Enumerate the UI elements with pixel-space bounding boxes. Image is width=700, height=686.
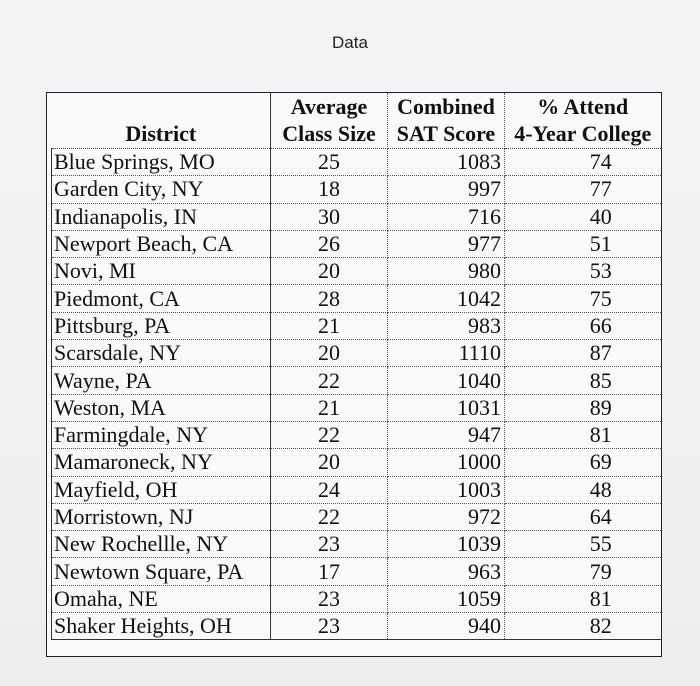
table-row [52, 613, 661, 640]
page-title: Data [332, 33, 368, 52]
table-row [52, 149, 661, 176]
cell-attend: 85 [505, 367, 661, 394]
header-attend [505, 93, 661, 149]
cell-attend: 82 [505, 613, 661, 640]
cell-attend: 55 [505, 531, 661, 558]
cell-class-size: 20 [271, 258, 388, 285]
cell-district: Shaker Heights, OH [52, 613, 271, 640]
header-district [52, 93, 271, 149]
header-sat-score [388, 93, 505, 149]
cell-class-size: 21 [271, 394, 388, 421]
cell-class-size: 28 [271, 285, 388, 312]
cell-district: Garden City, NY [52, 176, 271, 203]
table-row [52, 421, 661, 448]
cell-sat-score: 972 [388, 503, 505, 530]
cell-district: Newport Beach, CA [52, 230, 271, 257]
header-sat-line-1: Combined [397, 94, 495, 119]
cell-class-size: 22 [271, 503, 388, 530]
table-row [52, 203, 661, 230]
table-row [52, 230, 661, 257]
table-row [52, 367, 661, 394]
cell-class-size: 17 [271, 558, 388, 585]
cell-sat-score: 1003 [388, 476, 505, 503]
data-table [51, 93, 661, 640]
cell-district: Novi, MI [52, 258, 271, 285]
cell-sat-score: 716 [388, 203, 505, 230]
cell-attend: 48 [505, 476, 661, 503]
header-class-size-line-1: Average [290, 94, 368, 119]
cell-attend: 74 [505, 149, 661, 176]
cell-district: Piedmont, CA [52, 285, 271, 312]
table-row [52, 176, 661, 203]
cell-attend: 89 [505, 394, 661, 421]
cell-attend: 81 [505, 585, 661, 612]
cell-sat-score: 947 [388, 421, 505, 448]
cell-attend: 53 [505, 258, 661, 285]
cell-district: Weston, MA [52, 394, 271, 421]
cell-sat-score: 1031 [388, 394, 505, 421]
cell-class-size: 25 [271, 149, 388, 176]
cell-class-size: 24 [271, 476, 388, 503]
cell-attend: 40 [505, 203, 661, 230]
cell-attend: 75 [505, 285, 661, 312]
header-attend-line-2: 4-Year College [514, 121, 652, 146]
cell-sat-score: 980 [388, 258, 505, 285]
cell-district: Scarsdale, NY [52, 340, 271, 367]
table-row [52, 476, 661, 503]
header-district-line-1 [52, 93, 271, 120]
table-row [52, 585, 661, 612]
cell-class-size: 30 [271, 203, 388, 230]
cell-attend: 87 [505, 340, 661, 367]
cell-sat-score: 997 [388, 176, 505, 203]
cell-district: Pittsburg, PA [52, 312, 271, 339]
header-class-size [271, 93, 388, 149]
table-row [52, 394, 661, 421]
cell-sat-score: 1000 [388, 449, 505, 476]
header-sat-line-2: SAT Score [396, 121, 496, 146]
cell-sat-score: 1110 [388, 340, 505, 367]
cell-class-size: 18 [271, 176, 388, 203]
cell-district: Blue Springs, MO [52, 149, 271, 176]
cell-sat-score: 1083 [388, 149, 505, 176]
cell-attend: 81 [505, 421, 661, 448]
header-district-line-2: District [125, 121, 197, 146]
table-row [52, 531, 661, 558]
cell-class-size: 20 [271, 449, 388, 476]
cell-attend: 79 [505, 558, 661, 585]
table-row [52, 312, 661, 339]
table-row [52, 558, 661, 585]
cell-attend: 69 [505, 449, 661, 476]
cell-district: Omaha, NE [52, 585, 271, 612]
header-row [52, 93, 661, 149]
table-row [52, 258, 661, 285]
cell-class-size: 21 [271, 312, 388, 339]
data-table-frame [46, 92, 662, 657]
cell-class-size: 26 [271, 230, 388, 257]
cell-attend: 77 [505, 176, 661, 203]
cell-district: Wayne, PA [52, 367, 271, 394]
table-row [52, 449, 661, 476]
cell-sat-score: 1059 [388, 585, 505, 612]
header-attend-line-1: % Attend [537, 94, 629, 119]
cell-attend: 66 [505, 312, 661, 339]
cell-district: Morristown, NJ [52, 503, 271, 530]
cell-class-size: 22 [271, 421, 388, 448]
cell-class-size: 22 [271, 367, 388, 394]
cell-district: New Rochellle, NY [52, 531, 271, 558]
table-body [52, 149, 661, 640]
cell-attend: 64 [505, 503, 661, 530]
table-row [52, 285, 661, 312]
table-row [52, 340, 661, 367]
cell-sat-score: 963 [388, 558, 505, 585]
cell-class-size: 23 [271, 613, 388, 640]
cell-attend: 51 [505, 230, 661, 257]
cell-sat-score: 983 [388, 312, 505, 339]
cell-class-size: 20 [271, 340, 388, 367]
cell-sat-score: 1039 [388, 531, 505, 558]
cell-class-size: 23 [271, 585, 388, 612]
cell-sat-score: 1042 [388, 285, 505, 312]
cell-class-size: 23 [271, 531, 388, 558]
cell-sat-score: 1040 [388, 367, 505, 394]
cell-district: Mayfield, OH [52, 476, 271, 503]
cell-district: Farmingdale, NY [52, 421, 271, 448]
cell-district: Newtown Square, PA [52, 558, 271, 585]
cell-sat-score: 977 [388, 230, 505, 257]
table-row [52, 503, 661, 530]
cell-district: Mamaroneck, NY [52, 449, 271, 476]
cell-sat-score: 940 [388, 613, 505, 640]
cell-district: Indianapolis, IN [52, 203, 271, 230]
header-class-size-line-2: Class Size [282, 121, 376, 146]
